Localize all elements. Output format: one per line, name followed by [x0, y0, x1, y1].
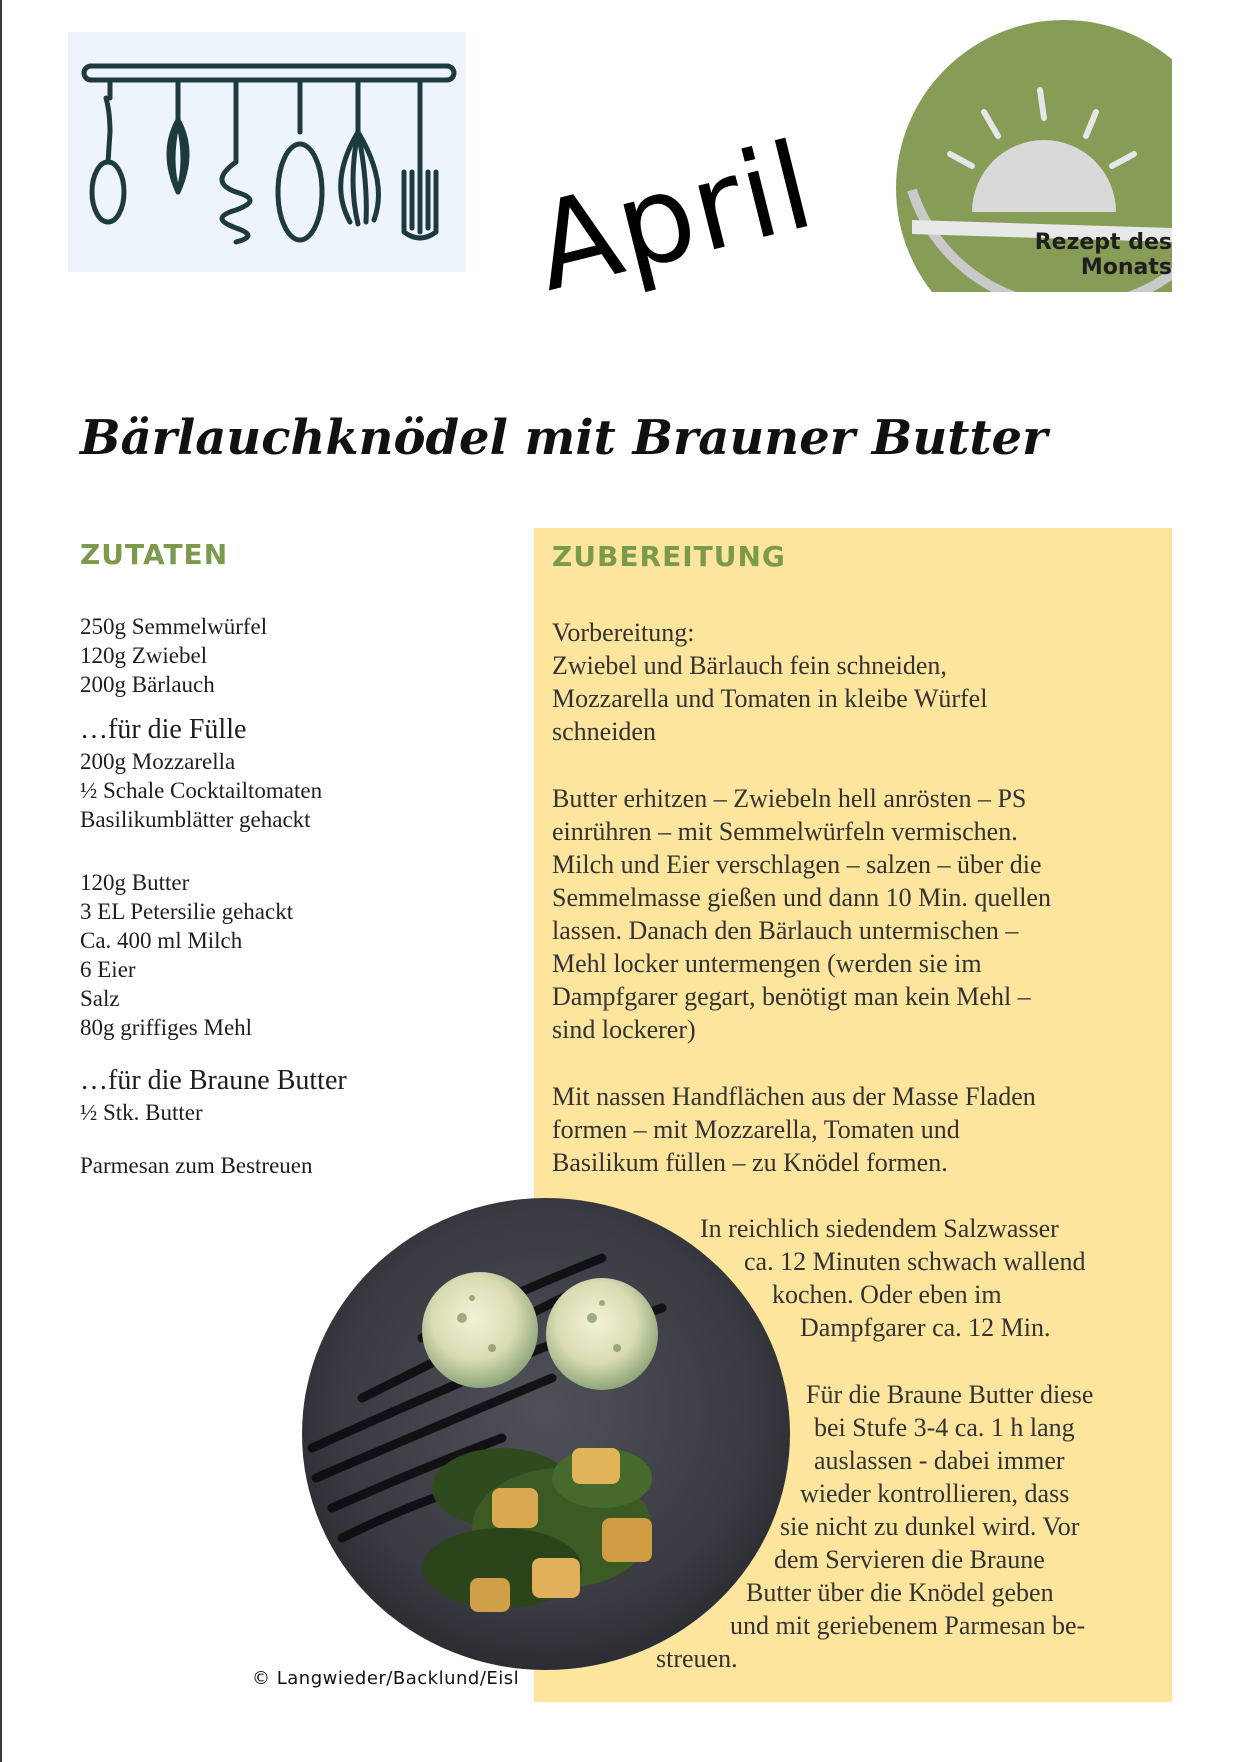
- prep-line: Dampfgarer ca. 12 Min.: [800, 1313, 1051, 1342]
- prep-line: Butter erhitzen – Zwiebeln hell anrösten – PS: [552, 784, 1027, 813]
- prep-line: Zwiebel und Bärlauch fein schneiden,: [552, 651, 947, 680]
- ingredient-item: 200g Bärlauch: [80, 672, 215, 697]
- prep-line: Vorbereitung:: [552, 618, 695, 647]
- prep-line: Basilikum füllen – zu Knödel formen.: [552, 1148, 948, 1177]
- prep-line: Mozzarella und Tomaten in kleibe Würfel: [552, 684, 988, 713]
- photo-credit: © Langwieder/Backlund/Eisl: [252, 1668, 520, 1689]
- ingredient-item: 250g Semmelwürfel: [80, 614, 268, 639]
- prep-line: streuen.: [656, 1644, 738, 1673]
- filling-subheading: …für die Fülle: [80, 714, 247, 745]
- prep-line: ca. 12 Minuten schwach wallend: [744, 1247, 1086, 1276]
- ingredient-item: ½ Stk. Butter: [80, 1100, 203, 1125]
- prep-line: lassen. Danach den Bärlauch untermischen –: [552, 916, 1019, 945]
- ingredient-item: Basilikumblätter gehackt: [80, 807, 311, 832]
- prep-line: In reichlich siedendem Salzwasser: [700, 1214, 1059, 1243]
- prep-line: kochen. Oder eben im: [772, 1280, 1002, 1309]
- preparation-heading: ZUBEREITUNG: [552, 540, 786, 573]
- prep-line: sie nicht zu dunkel wird. Vor: [780, 1512, 1080, 1541]
- ingredient-item: 120g Zwiebel: [80, 643, 208, 668]
- prep-line: wieder kontrollieren, dass: [800, 1479, 1070, 1508]
- prep-line: bei Stufe 3-4 ca. 1 h lang: [814, 1413, 1075, 1442]
- dish-photo: [302, 1198, 790, 1670]
- recipe-title: Bärlauchknödel mit Brauner Butter: [80, 410, 1048, 466]
- prep-line: Für die Braune Butter diese: [806, 1380, 1094, 1409]
- ingredient-item: 6 Eier: [80, 957, 136, 982]
- prep-line: schneiden: [552, 717, 656, 746]
- prep-line: einrühren – mit Semmelwürfeln vermischen.: [552, 817, 1018, 846]
- logo-label: Rezept des Monats: [1034, 230, 1172, 280]
- month-title: April: [521, 116, 827, 319]
- page-border: [0, 0, 2, 1762]
- prep-line: Dampfgarer gegart, benötigt man kein Mehl –: [552, 982, 1031, 1011]
- ingredient-item: 3 EL Petersilie gehackt: [80, 899, 294, 924]
- recipe-of-month-logo: [872, 20, 1172, 292]
- prep-line: und mit geriebenem Parmesan be-: [730, 1611, 1086, 1640]
- ingredient-item: Salz: [80, 986, 120, 1011]
- prep-line: Butter über die Knödel geben: [746, 1578, 1054, 1607]
- prep-line: formen – mit Mozzarella, Tomaten und: [552, 1115, 960, 1144]
- prep-block-shaping: [552, 1080, 1036, 1179]
- prep-block-dough: [552, 782, 1051, 1046]
- ingredients-list: [80, 612, 500, 1180]
- prep-line: sind lockerer): [552, 1015, 696, 1044]
- garnish-item: Parmesan zum Bestreuen: [80, 1153, 313, 1178]
- ingredient-item: 120g Butter: [80, 870, 190, 895]
- ingredients-heading: ZUTATEN: [80, 538, 229, 571]
- ingredient-item: Ca. 400 ml Milch: [80, 928, 243, 953]
- prep-block-preparation: [552, 616, 987, 748]
- brown-butter-subheading: …für die Braune Butter: [80, 1065, 347, 1096]
- prep-line: auslassen - dabei immer: [814, 1446, 1065, 1475]
- ingredient-item: ½ Schale Cocktailtomaten: [80, 778, 323, 803]
- prep-line: Mit nassen Handflächen aus der Masse Fladen: [552, 1082, 1036, 1111]
- prep-line: Milch und Eier verschlagen – salzen – über die: [552, 850, 1042, 879]
- prep-line: Mehl locker untermengen (werden sie im: [552, 949, 982, 978]
- kitchen-utensils-illustration: [68, 32, 466, 272]
- ingredient-item: 200g Mozzarella: [80, 749, 236, 774]
- prep-line: dem Servieren die Braune: [774, 1545, 1045, 1574]
- prep-line: Semmelmasse gießen und dann 10 Min. quellen: [552, 883, 1051, 912]
- ingredient-item: 80g griffiges Mehl: [80, 1015, 253, 1040]
